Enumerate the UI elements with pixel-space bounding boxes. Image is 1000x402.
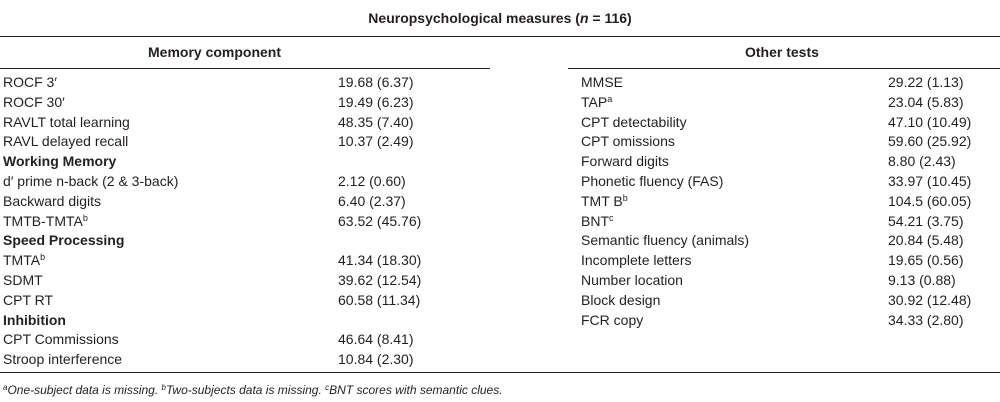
label-text: d′ prime n-back (2 & 3-back) (3, 173, 179, 189)
other-tests-header: Other tests (745, 44, 819, 60)
other-measure-label (581, 151, 669, 171)
footnote-mark: b (622, 192, 628, 203)
label-text: Speed Processing (3, 232, 125, 249)
other-measure-label (581, 72, 623, 92)
label-text: CPT omissions (581, 133, 675, 150)
other-row (0, 270, 1000, 290)
other-measure-value: 23.04 (5.83) (888, 93, 964, 110)
table-title: Neuropsychological measures (n = 116) (368, 10, 632, 26)
other-row (0, 250, 1000, 270)
memory-measure-value: 60.58 (11.34) (338, 291, 421, 308)
other-measure-label (581, 191, 628, 211)
footnote-a: One-subject data is missing. (7, 383, 162, 397)
label-text: Inhibition (3, 311, 66, 328)
label-text: TAP (581, 93, 608, 110)
memory-measure-value: 10.37 (2.49) (338, 133, 414, 150)
other-measure-label (581, 310, 643, 330)
footnote-c: BNT scores with semantic clues. (329, 383, 503, 397)
label-text: RAVL delayed recall (3, 133, 129, 150)
label-text: MMSE (581, 74, 623, 90)
other-row (0, 72, 1000, 92)
footnote-mark-c: c (325, 383, 330, 392)
label-text: RAVLT total learning (3, 113, 130, 130)
label-text: SDMT (3, 272, 43, 288)
label-text: Phonetic fluency (FAS) (581, 173, 724, 189)
other-measure-value: 29.22 (1.13) (888, 74, 964, 90)
label-text: CPT detectability (581, 113, 687, 130)
other-measure-value: 104.5 (60.05) (888, 192, 972, 209)
label-text: Block design (581, 291, 661, 308)
memory-measure-value: 39.62 (12.54) (338, 272, 422, 288)
other-row (0, 92, 1000, 112)
memory-row (0, 329, 1000, 349)
other-row (0, 191, 1000, 211)
memory-row (0, 349, 1000, 369)
other-measure-value: 20.84 (5.48) (888, 232, 964, 249)
label-text: CPT RT (3, 291, 54, 308)
other-measure-value: 19.65 (0.56) (888, 252, 964, 269)
other-measure-label (581, 270, 683, 290)
label-text: TMT B (581, 192, 623, 209)
other-row (0, 171, 1000, 191)
label-text: ROCF 30′ (3, 93, 65, 110)
label-text: TMTA (3, 252, 41, 269)
footnote-mark: c (609, 212, 614, 223)
other-row (0, 112, 1000, 132)
memory-measure-value: 2.12 (0.60) (338, 173, 406, 189)
footnote-mark: b (40, 252, 46, 263)
label-text: Semantic fluency (animals) (581, 232, 750, 249)
other-measure-label (581, 171, 723, 191)
other-row (0, 230, 1000, 250)
other-measure-value: 54.21 (3.75) (888, 212, 964, 229)
other-measure-label (581, 250, 692, 270)
other-row (0, 211, 1000, 231)
footnote-mark: b (82, 212, 88, 223)
label-text: TMTB-TMTA (3, 212, 83, 229)
label-text: Incomplete letters (581, 252, 692, 269)
label-text: Working Memory (3, 153, 117, 170)
label-text: FCR copy (581, 311, 644, 328)
memory-measure-value: 10.84 (2.30) (338, 351, 414, 368)
bottom-rule (0, 372, 1000, 373)
left-header-rule (0, 68, 490, 69)
label-text: ROCF 3′ (3, 74, 57, 90)
other-measure-value: 9.13 (0.88) (888, 272, 956, 288)
footnote-b: Two-subjects data is missing. (165, 383, 326, 397)
other-measure-value: 8.80 (2.43) (888, 153, 956, 170)
other-measure-value: 30.92 (12.48) (888, 291, 972, 308)
memory-measure-label (3, 329, 119, 349)
memory-measure-value: 41.34 (18.30) (338, 252, 422, 269)
top-rule (0, 36, 1000, 37)
footnote-mark-a: a (3, 383, 8, 392)
other-measure-value: 33.97 (10.45) (888, 173, 972, 189)
other-measure-label (581, 230, 749, 250)
other-row (0, 290, 1000, 310)
other-measure-value: 59.60 (25.92) (888, 133, 972, 150)
other-measure-label (581, 211, 614, 231)
other-measure-value: 47.10 (10.49) (888, 113, 972, 130)
other-measure-label (581, 131, 675, 151)
footnote-mark: a (607, 93, 613, 104)
label-text: BNT (581, 212, 609, 229)
other-measure-label (581, 112, 687, 132)
footnotes (3, 383, 503, 397)
label-text: Stroop interference (3, 351, 123, 368)
memory-measure-value: 63.52 (45.76) (338, 212, 422, 229)
other-row (0, 310, 1000, 330)
memory-measure-value: 6.40 (2.37) (338, 192, 406, 209)
other-measure-label (581, 92, 612, 112)
label-text: Forward digits (581, 153, 669, 170)
other-row (0, 131, 1000, 151)
other-measure-value: 34.33 (2.80) (888, 311, 964, 328)
right-header-rule (568, 68, 1000, 69)
memory-measure-label (3, 349, 122, 369)
label-text: Backward digits (3, 192, 102, 209)
memory-measure-value: 19.49 (6.23) (338, 93, 414, 110)
memory-measure-value: 46.64 (8.41) (338, 331, 414, 348)
footnote-mark-b: b (161, 383, 166, 392)
label-text: CPT Commissions (3, 331, 119, 348)
other-measure-label (581, 290, 660, 310)
memory-component-header: Memory component (148, 44, 282, 60)
memory-measure-value: 48.35 (7.40) (338, 113, 414, 130)
label-text: Number location (581, 272, 683, 288)
memory-measure-value: 19.68 (6.37) (338, 74, 414, 90)
other-row (0, 151, 1000, 171)
